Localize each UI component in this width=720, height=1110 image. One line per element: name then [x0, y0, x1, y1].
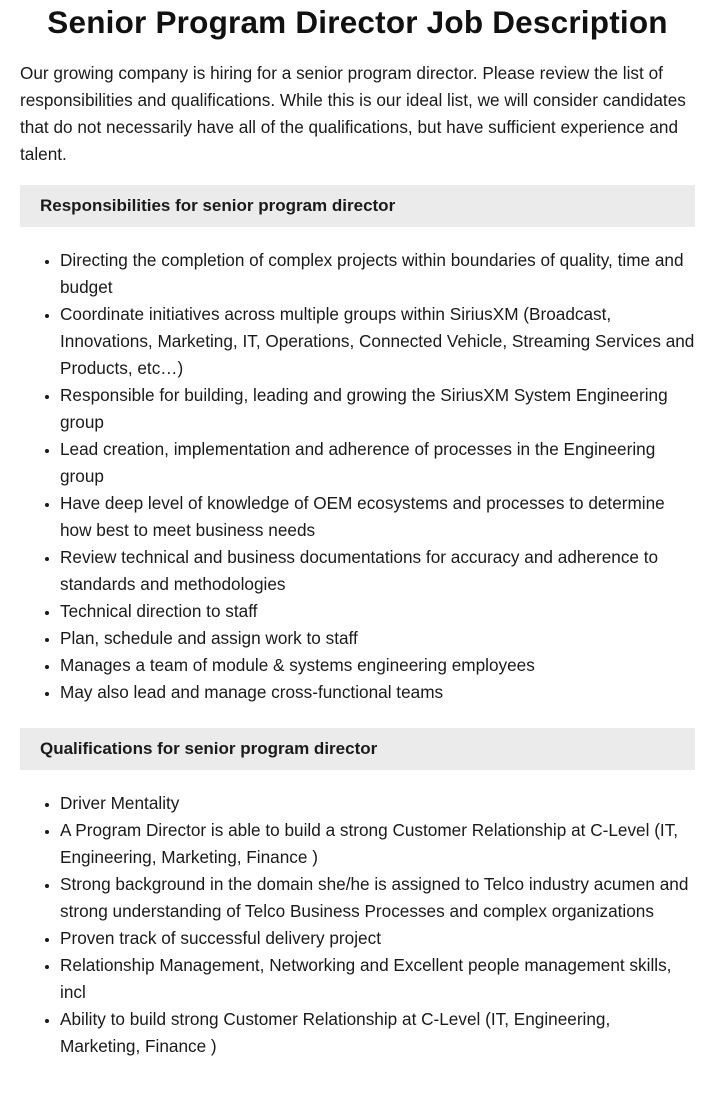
list-item: • Driver Mentality — [60, 790, 695, 817]
list-item: • A Program Director is able to build a strong Customer Relationship at C-Level (IT, Engineering, Marketing, Finance ) — [60, 817, 695, 871]
list-item: • Review technical and business documentations for accuracy and adherence to standards and methodologies — [60, 544, 695, 598]
responsibilities-heading: Responsibilities for senior program director — [20, 185, 695, 227]
qualifications-list — [20, 770, 695, 1060]
list-item: • Plan, schedule and assign work to staff — [60, 625, 695, 652]
list-item: • Coordinate initiatives across multiple groups within SiriusXM (Broadcast, Innovations, Marketing, IT, Operations, Connected Vehicle, Streaming Services and Products, etc…) — [60, 301, 695, 382]
list-item: • Lead creation, implementation and adherence of processes in the Engineering group — [60, 436, 695, 490]
page-title: Senior Program Director Job Description — [47, 4, 668, 40]
list-item: • Have deep level of knowledge of OEM ecosystems and processes to determine how best to meet business needs — [60, 490, 695, 544]
list-item: • Relationship Management, Networking and Excellent people management skills, incl — [60, 952, 695, 1006]
list-item: • Proven track of successful delivery project — [60, 925, 695, 952]
list-item: • Technical direction to staff — [60, 598, 695, 625]
section-spacer — [20, 706, 695, 711]
responsibilities-list — [20, 227, 695, 706]
list-item: • Manages a team of module & systems engineering employees — [60, 652, 695, 679]
list-item: • May also lead and manage cross-functional teams — [60, 679, 695, 706]
qualifications-heading: Qualifications for senior program director — [20, 728, 695, 770]
list-item: • Directing the completion of complex projects within boundaries of quality, time and budget — [60, 247, 695, 301]
list-item: • Ability to build strong Customer Relationship at C-Level (IT, Engineering, Marketing, Finance ) — [60, 1006, 695, 1060]
list-item: • Responsible for building, leading and growing the SiriusXM System Engineering group — [60, 382, 695, 436]
intro-paragraph: Our growing company is hiring for a senior program director. Please review the list of responsibilities and qualifications. While this is our ideal list, we will consider candidates that do not necessarily have all of the qualifications, but have sufficient experience and talent. — [20, 63, 686, 164]
list-item: • Strong background in the domain she/he is assigned to Telco industry acumen and strong understanding of Telco Business Processes and complex organizations — [60, 871, 695, 925]
